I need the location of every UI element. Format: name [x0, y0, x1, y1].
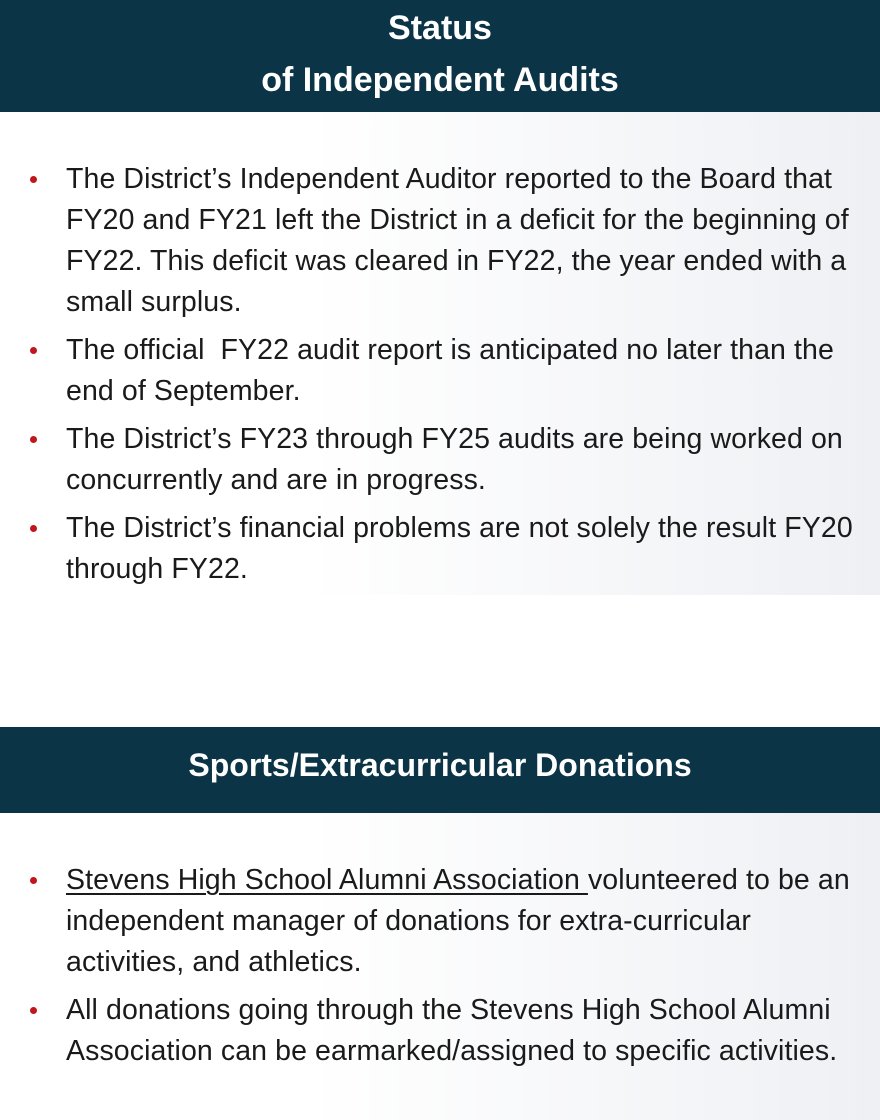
bullet-text: The District’s Independent Auditor reported to the Board that FY20 and FY21 left the District in a deficit for the beginning of FY22. This deficit was cleared in FY22, the year ended with a small surplus. [66, 163, 849, 318]
bullet-text: The District’s FY23 through FY25 audits are being worked on concurrently and are in progress. [66, 423, 843, 496]
slide-title-line-2: of Independent Audits [261, 61, 619, 99]
bullet-dot-icon [30, 1007, 37, 1014]
bullet-text: The District’s financial problems are not solely the result FY20 through FY22. [66, 512, 853, 585]
bullet-text: All donations going through the Stevens High School Alumni Association can be earmarked/assigned to specific activities. [66, 994, 838, 1067]
donations-slide [0, 727, 880, 1120]
slide-title: Sports/Extracurricular Donations [188, 747, 692, 783]
slide-title-bar [0, 0, 880, 112]
bullet-dot-icon [30, 436, 37, 443]
bullet-item [66, 508, 864, 590]
alumni-association-link[interactable]: Stevens High School Alumni Association [66, 864, 588, 896]
bullet-item [66, 990, 864, 1072]
bullet-item [66, 330, 864, 412]
bullet-dot-icon [30, 525, 37, 532]
bullet-dot-icon [30, 347, 37, 354]
bullet-list [0, 159, 880, 590]
slide-title-line-1: Status [388, 9, 492, 47]
bullet-item [66, 860, 864, 983]
slide-title-bar [0, 727, 880, 813]
bullet-item [66, 159, 864, 323]
bullet-list [0, 860, 880, 1072]
bullet-dot-icon [30, 176, 37, 183]
bullet-item [66, 419, 864, 501]
bullet-dot-icon [30, 877, 37, 884]
slide-content [0, 112, 880, 595]
bullet-text: The official FY22 audit report is anticipated no later than the end of September. [66, 334, 842, 407]
bullet-text: volunteered to be an independent manager of donations for extra-curricular activities, and athletics. [66, 864, 850, 978]
slide-content [0, 813, 880, 1120]
